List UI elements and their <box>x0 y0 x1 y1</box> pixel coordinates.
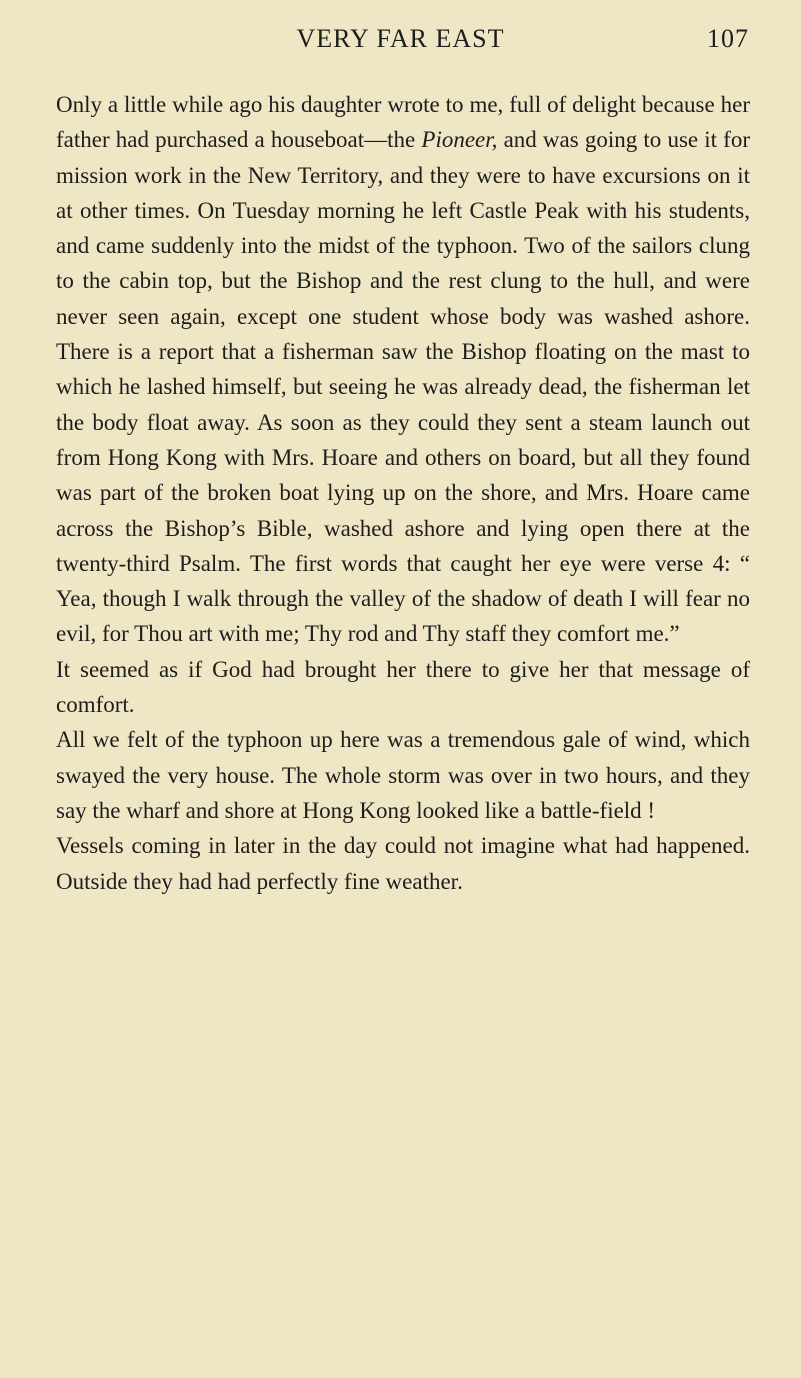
paragraph-3: All we felt of the typhoon up here was a tremendous gale of wind, which swayed the very house. The whole storm was over in two hours, and they say the wharf and shore at Hong Kong looked like a battle-field ! <box>56 727 750 823</box>
paragraph-1-text-b: and was going to use it for mission work in the New Territory, and they were to have excursions on it at other times. On Tuesday morning he left Castle Peak with his students, and came suddenly into the midst of the typhoon. Two of the sailors clung to the cabin top, but the Bishop and the rest clung to the hull, and were never seen again, except one student whose body was washed ashore. There is a report that a fisherman saw the Bishop floating on the mast to which he lashed himself, but seeing he was already dead, the fisherman let the body float away. As soon as they could they sent a steam launch out from Hong Kong with Mrs. Hoare and others on board, but all they found was part of the broken boat lying up on the shore, and Mrs. Hoare came across the Bishop’s Bible, washed ashore and lying open there at the twenty-third Psalm. The first words that caught her eye were verse 4: “ Yea, though I walk through the valley of the shadow of death I will fear no evil, for Thou art with me; Thy rod and Thy staff they comfort me.” <box>56 127 751 647</box>
paragraph-1 <box>56 87 750 652</box>
paragraph-4: Vessels coming in later in the day could not imagine what had happened. Outside they had had perfectly fine weather. <box>56 833 750 894</box>
body-text <box>56 87 750 899</box>
paragraph-1-text-a: Only a little while ago his daughter wrote to me, full of delight because her father had purchased a houseboat—the <box>56 92 750 153</box>
paragraph-2: It seemed as if God had brought her there to give her that message of comfort. <box>56 656 750 718</box>
page-number: 107 <box>707 24 749 53</box>
boat-name: Pioneer, <box>421 127 498 153</box>
running-title: VERY FAR EAST <box>296 24 505 53</box>
